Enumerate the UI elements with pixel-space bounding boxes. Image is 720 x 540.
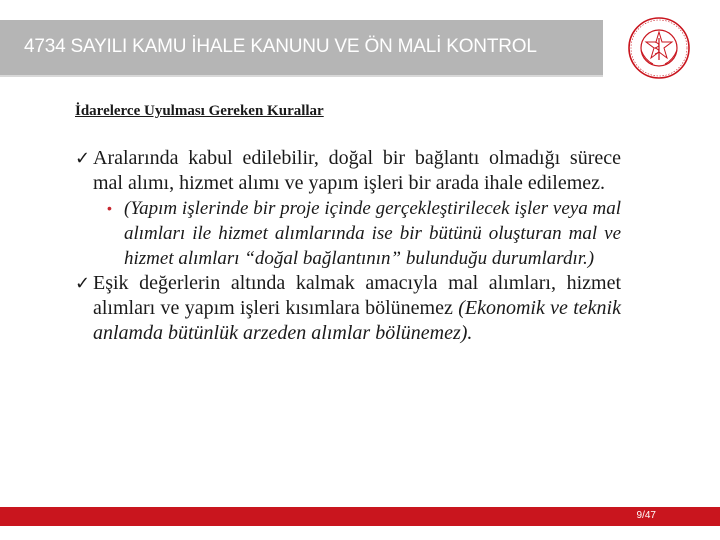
- slide-content: [75, 146, 621, 346]
- rule-item-2: [75, 271, 621, 346]
- checkmark-bullet-icon: ✓: [75, 273, 91, 294]
- rule-note: (Ekonomik ve teknik anlamda bütünlük arzeden alımlar bölünemez).: [93, 297, 621, 344]
- subrule-text: (Yapım işlerinde bir proje içinde gerçekleştirilecek işler veya mal alımları ile hizmet alımlarında ise bir bütünü oluşturan mal ve hizmet alımları “doğal bağlantının” bulunduğu durumlardır.): [124, 198, 621, 269]
- title-bar: [0, 20, 603, 77]
- rule-subitem-1: [75, 196, 621, 271]
- rule-item-1: [75, 146, 621, 196]
- slide-title: 4734 SAYILI KAMU İHALE KANUNU VE ÖN MALİ KONTROL: [24, 36, 537, 57]
- footer-bar: [0, 507, 720, 526]
- page-number: 9/47: [636, 510, 656, 521]
- section-subtitle: İdarelerce Uyulması Gereken Kurallar: [75, 103, 324, 119]
- rule-text: Eşik değerlerin altında kalmak amacıyla mal alımları, hizmet alımları ve yapım işleri kısımlara bölünemez: [93, 272, 621, 319]
- bullet-icon: •: [107, 200, 112, 216]
- checkmark-bullet-icon: ✓: [75, 148, 91, 169]
- ministry-seal-icon: [627, 16, 691, 80]
- rule-text: Aralarında kabul edilebilir, doğal bir bağlantı olmadığı sürece mal alımı, hizmet alımı ve yapım işleri bir arada ihale edilemez.: [93, 147, 621, 194]
